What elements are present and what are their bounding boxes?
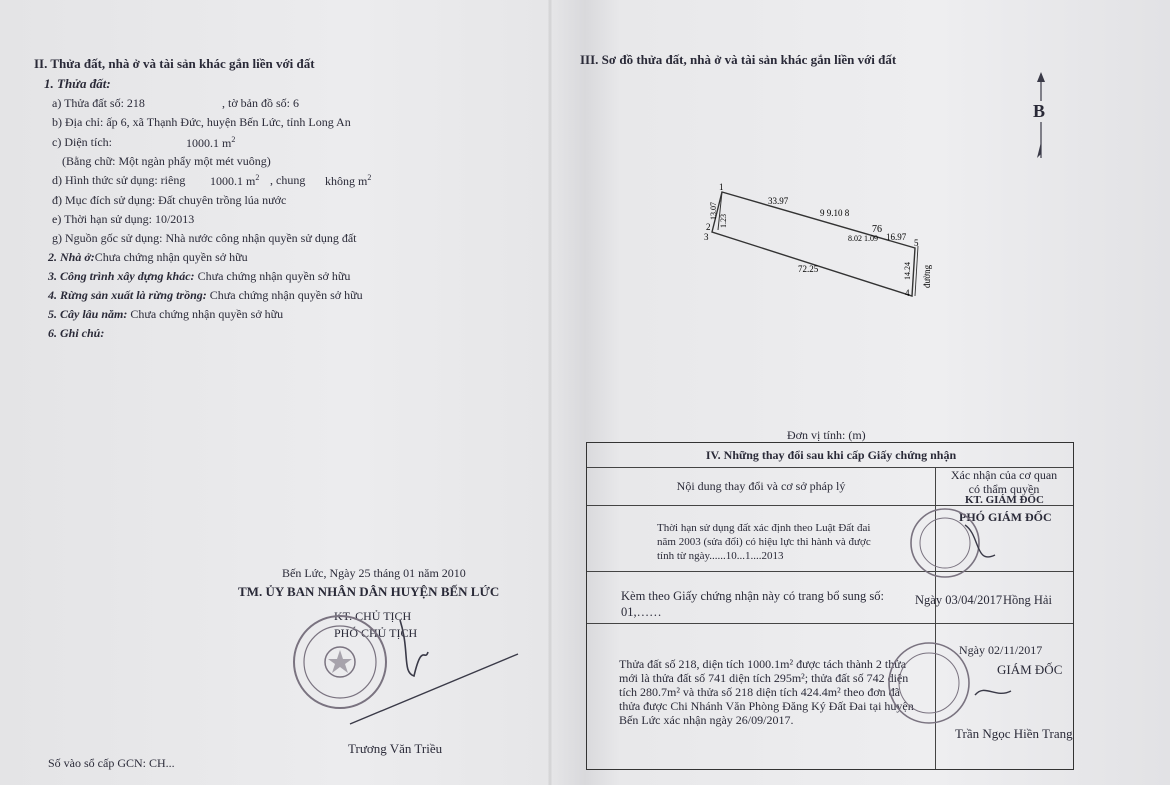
col-content-header: Nội dung thay đổi và cơ sở pháp lý (676, 479, 846, 493)
stamp-row1 (905, 505, 1005, 585)
land-plot-diagram (700, 180, 940, 300)
section-ii-title: II. Thửa đất, nhà ở và tài sản khác gắn liền với đất (34, 56, 315, 71)
signer-name-left: Trương Văn Triều (348, 741, 443, 756)
row1-sign-deputy: PHÓ GIÁM ĐỐC (959, 510, 1052, 524)
map-sheet-number: , tờ bản đồ số: 6 (222, 96, 300, 110)
label-right-side: 14.24 (903, 262, 912, 280)
point-3: 3 (704, 232, 709, 242)
row3-line2: mới là thửa đất số 741 diện tích 295m²; thửa đất số 742 diện (619, 671, 909, 685)
area-value: 1000.1 $m^2$ (186, 135, 236, 150)
area-in-words: (Bằng chữ: Một ngàn phẩy một mét vuông) (62, 154, 271, 168)
row3-signer: Trần Ngọc Hiền Trang (955, 726, 1073, 741)
row3-date: Ngày 02/11/2017 (959, 643, 1043, 657)
usage-origin: g) Nguồn gốc sử dụng: Nhà nước công nhận quyền sử dụng đất (52, 231, 357, 245)
sign-organization: TM. ỦY BAN NHÂN DÂN HUYỆN BẾN LỨC (238, 584, 500, 599)
page-fold (548, 0, 552, 785)
col-confirm-header-1: Xác nhận của cơ quan (950, 468, 1058, 482)
forest-line: 4. Rừng sản xuất là rừng trồng: Chưa chứng nhận quyền sở hữu (48, 288, 363, 302)
label-bottom-length: 72.25 (798, 264, 819, 274)
point-1: 1 (719, 182, 724, 192)
section-iii-title: III. Sơ đồ thửa đất, nhà ở và tài sản khác gắn liền với đất (580, 52, 897, 67)
col-confirm-header-2: có thẩm quyền (968, 482, 1040, 496)
row1-line3: tính từ ngày......10...1....2013 (657, 550, 784, 562)
row2-line1: Kèm theo Giấy chứng nhận này có trang bổ sung số: (621, 589, 884, 603)
label-points: 9 9.10 8 (820, 208, 850, 218)
row3-line4: thửa được Chi Nhánh Văn Phòng Đăng Ký Đất Đai tại huyện (619, 699, 914, 713)
row2-signer: Hồng Hải (1003, 593, 1052, 607)
label-76: 76 (872, 224, 882, 235)
row2-date: Ngày 03/04/2017 (915, 593, 1003, 607)
row3-line5: Bến Lức xác nhận ngày 26/09/2017. (619, 713, 794, 727)
usage-term: e) Thời hạn sử dụng: 10/2013 (52, 212, 195, 226)
row1-line2: năm 2003 (sửa đổi) có hiệu lực thi hành và được (657, 536, 871, 548)
north-label: B (1033, 101, 1046, 121)
stamp-row3 (887, 637, 1017, 737)
label-left-small: 1.23 (719, 214, 728, 228)
house-line: 2. Nhà ở:Chưa chứng nhận quyền sở hữu (48, 250, 248, 264)
shared-label: , chung (270, 173, 306, 187)
usage-purpose: đ) Mục đích sử dụng: Đất chuyên trồng lúa nước (52, 193, 287, 207)
notes-heading: 6. Ghi chú: (48, 326, 105, 340)
label-top-length: 33.97 (768, 196, 789, 206)
perennial-line: 5. Cây lâu năm: Chưa chứng nhận quyền sở hữu (48, 307, 284, 321)
point-4: 4 (905, 288, 910, 298)
other-construction-line: 3. Công trình xây dựng khác: Chưa chứng nhận quyền sở hữu (48, 269, 351, 283)
row1-line1: Thời hạn sử dụng đất xác định theo Luật Đất đai (657, 522, 871, 534)
label-left-side: 13.07 (709, 202, 718, 220)
land-plot-heading: 1. Thửa đất: (44, 76, 111, 91)
point-5: 5 (914, 238, 919, 248)
area-label: c) Diện tích: (52, 135, 112, 149)
private-area: 1000.1 $m^2$ (210, 173, 260, 188)
unit-label: Đơn vị tính: (m) (787, 428, 866, 442)
registration-number: Số vào sổ cấp GCN: CH... (48, 756, 175, 770)
label-right-top: 16.97 (886, 232, 907, 242)
official-stamp-left (290, 612, 520, 742)
sign-role: KT. CHỦ TỊCH (334, 609, 412, 623)
changes-table (586, 442, 1074, 770)
plot-number: a) Thửa đất số: 218 (52, 96, 145, 110)
row3-line1: Thửa đất số 218, diện tích 1000.1m² được tách thành 2 thửa (619, 657, 907, 671)
sign-date: Bến Lức, Ngày 25 tháng 01 năm 2010 (282, 566, 466, 580)
label-road: đường (922, 264, 932, 288)
row3-line3: tích 280.7m² và thửa số 218 diện tích 424.4m² theo đơn đã (619, 685, 901, 699)
point-2: 2 (706, 222, 711, 232)
row1-sign-role: KT. GIÁM ĐỐC (965, 494, 1044, 506)
row3-role: GIÁM ĐỐC (997, 662, 1063, 677)
usage-form-label: d) Hình thức sử dụng: riêng (52, 173, 186, 187)
row2-line2: 01,…… (621, 605, 662, 619)
shared-area: không $m^2$ (325, 173, 372, 188)
plot-address: b) Địa chỉ: ấp 6, xã Thạnh Đức, huyện Bến Lức, tỉnh Long An (52, 115, 351, 129)
label-mid: 8.02 1.09 (848, 234, 878, 243)
table-title: IV. Những thay đổi sau khi cấp Giấy chứng nhận (705, 448, 957, 462)
sign-role-deputy: PHÓ CHỦ TỊCH (334, 626, 418, 640)
